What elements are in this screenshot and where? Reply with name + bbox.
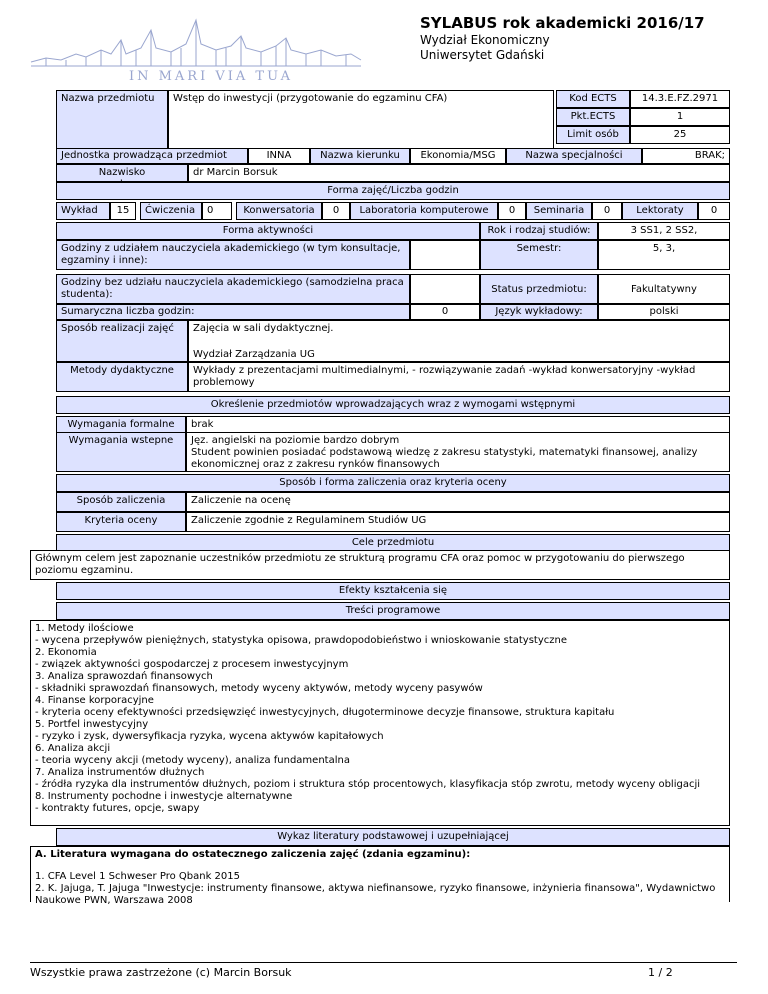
ects-code-label: Kod ECTS	[556, 90, 630, 108]
total-hours: 0	[410, 304, 480, 320]
course-content-title: Treści programowe	[56, 602, 730, 620]
assessment-criteria-label: Kryteria oceny	[56, 512, 186, 532]
language: polski	[598, 304, 730, 320]
hours-with-teacher	[410, 240, 480, 270]
footer-copyright: Wszystkie prawa zastrzeżone (c) Marcin Borsuk	[30, 966, 292, 979]
lecturer-name: dr Marcin Borsuk	[188, 164, 730, 182]
field-value: Ekonomia/MSG	[410, 148, 506, 164]
unit-label: Jednostka prowadząca przedmiot	[56, 148, 248, 164]
form-value-conversatories: 0	[322, 202, 350, 220]
form-value-exercises: 0	[202, 202, 232, 220]
prerequisites-title: Określenie przedmiotów wprowadzających wraz z wymogami wstępnymi	[56, 396, 730, 414]
form-value-lecture: 15	[110, 202, 136, 220]
realization-value	[188, 320, 730, 362]
status: Fakultatywny	[598, 274, 730, 304]
form-label-conversatories: Konwersatoria	[236, 202, 322, 220]
university-name: Uniwersytet Gdański	[420, 48, 545, 62]
formal-requirements: brak	[186, 416, 730, 434]
form-label-exercises: Ćwiczenia	[140, 202, 202, 220]
assessment-method: Zaliczenie na ocenę	[186, 492, 730, 512]
limit-value: 25	[630, 126, 730, 144]
status-label: Status przedmiotu:	[480, 274, 598, 304]
form-value-language-courses: 0	[698, 202, 730, 220]
hours-without-teacher	[410, 274, 480, 304]
specialization-value: BRAK;	[642, 148, 730, 164]
semester-label: Semestr:	[480, 240, 598, 270]
literature-section	[30, 846, 730, 906]
footer-divider	[30, 962, 737, 963]
course-name: Wstęp do inwestycji (przygotowanie do egzaminu CFA)	[168, 90, 554, 156]
page-number: 1 / 2	[648, 966, 673, 979]
learning-outcomes-title: Efekty kształcenia się	[56, 582, 730, 600]
course-name-label: Nazwa przedmiotu	[56, 90, 168, 156]
literature-title: Wykaz literatury podstawowej i uzupełniającej	[56, 828, 730, 846]
form-label-lecture: Wykład	[56, 202, 110, 220]
syllabus-title: SYLABUS rok akademicki 2016/17	[420, 14, 705, 32]
literature-heading: A. Literatura wymagana do ostatecznego zaliczenia zajęć (zdania egzaminu):	[35, 849, 471, 860]
literature-items: 1. CFA Level 1 Schweser Pro Qbank 2015 2. K. Jajuga, T. Jajuga "Inwestycje: instrumenty finansowe, aktywa niefinansowe, ryzyko finansowe, inżynieria finansowa", Wydawnictwo Naukowe PWN, Warszawa 2008	[35, 871, 716, 906]
form-label-labs: Laboratoria komputerowe	[350, 202, 498, 220]
activity-title: Forma aktywności	[56, 222, 480, 240]
ects-points: 1	[630, 108, 730, 126]
form-label-language-courses: Lektoraty	[622, 202, 698, 220]
ects-points-label: Pkt.ECTS	[556, 108, 630, 126]
goals-title: Cele przedmiotu	[56, 534, 730, 552]
realization-text: Zajęcia w sali dydaktycznej.	[193, 323, 334, 334]
lecturer-label: Nazwisko	[56, 164, 188, 182]
form-value-labs: 0	[498, 202, 526, 220]
limit-label: Limit osób	[556, 126, 630, 144]
logo-motto: IN MARI VIA TUA	[128, 69, 294, 82]
entry-requirements-label: Wymagania wstepne	[56, 432, 186, 472]
study-year: 3 SS1, 2 SS2,	[598, 222, 730, 240]
forms-title: Forma zajęć/Liczba godzin	[56, 182, 730, 200]
university-logo	[26, 10, 366, 82]
course-content: 1. Metody ilościowe - wycena przepływów pieniężnych, statystyka opisowa, prawdopodobieństwo i wnioskowanie statystyczne 2. Ekonomia - związek aktywności gospodarczej z procesem inwestycyjnym 3. Analiza sprawozdań finansowych - składniki sprawozdań finansowych, metody wyceny aktywów, metody wyceny pasywów 4. Finanse korporacyjne - kryteria oceny efektywności przedsięwzięć inwestycyjnych, długoterminowe decyzje finansowe, struktura kapitału 5. Portfel inwestycyjny - ryzyko i zysk, dywersyfikacja ryzyka, wycena aktywów kapitałowych 6. Analiza akcji - teoria wyceny akcji (metody wyceny), analiza fundamentalna 7. Analiza instrumentów dłużnych - źródła ryzyka dla instrumentów dłużnych, poziom i struktura stóp procentowych, klasyfikacja stóp zwrotu, metody wyceny obligacji 8. Instrumenty pochodne i inwestycje alternatywne - kontrakty futures, opcje, swapy	[30, 620, 730, 826]
hours-without-teacher-label: Godziny bez udziału nauczyciela akademickiego (samodzielna praca studenta):	[56, 274, 410, 304]
semester: 5, 3,	[598, 240, 730, 270]
unit-value: INNA	[248, 148, 310, 164]
language-label: Język wykładowy:	[480, 304, 598, 320]
realization-label: Sposób realizacji zajęć	[56, 320, 188, 362]
faculty-name: Wydział Ekonomiczny	[420, 33, 550, 47]
specialization-label: Nazwa specjalności	[506, 148, 642, 164]
realization-department: Wydział Zarządzania UG	[193, 349, 315, 360]
formal-requirements-label: Wymagania formalne	[56, 416, 186, 434]
ects-code: 14.3.E.FZ.2971	[630, 90, 730, 108]
field-label: Nazwa kierunku	[310, 148, 410, 164]
hours-with-teacher-label: Godziny z udziałem nauczyciela akademickiego (w tym konsultacje, egzaminy i inne):	[56, 240, 410, 270]
methods-label: Metody dydaktyczne	[56, 362, 188, 392]
total-hours-label: Sumaryczna liczba godzin:	[56, 304, 410, 320]
assessment-title: Sposób i forma zaliczenia oraz kryteria oceny	[56, 474, 730, 492]
assessment-method-label: Sposób zaliczenia	[56, 492, 186, 512]
methods-value: Wykłady z prezentacjami multimedialnymi, - rozwiązywanie zadań -wykład konwersatoryjny -wykład problemowy	[188, 362, 730, 392]
form-label-seminars: Seminaria	[526, 202, 592, 220]
goals-text: Głównym celem jest zapoznanie uczestników przedmiotu ze strukturą programu CFA oraz pomoc w przygotowaniu do pierwszego poziomu egzaminu.	[30, 550, 730, 580]
study-year-label: Rok i rodzaj studiów:	[480, 222, 598, 240]
form-value-seminars: 0	[592, 202, 622, 220]
entry-requirements: Jęz. angielski na poziomie bardzo dobrym Student powinien posiadać podstawową wiedzę z zakresu statystyki, matematyki finansowej, analizy ekonomicznej oraz z zakresu rynków finansowych	[186, 432, 730, 472]
city-skyline-logo	[26, 10, 366, 82]
assessment-criteria: Zaliczenie zgodnie z Regulaminem Studiów UG	[186, 512, 730, 532]
